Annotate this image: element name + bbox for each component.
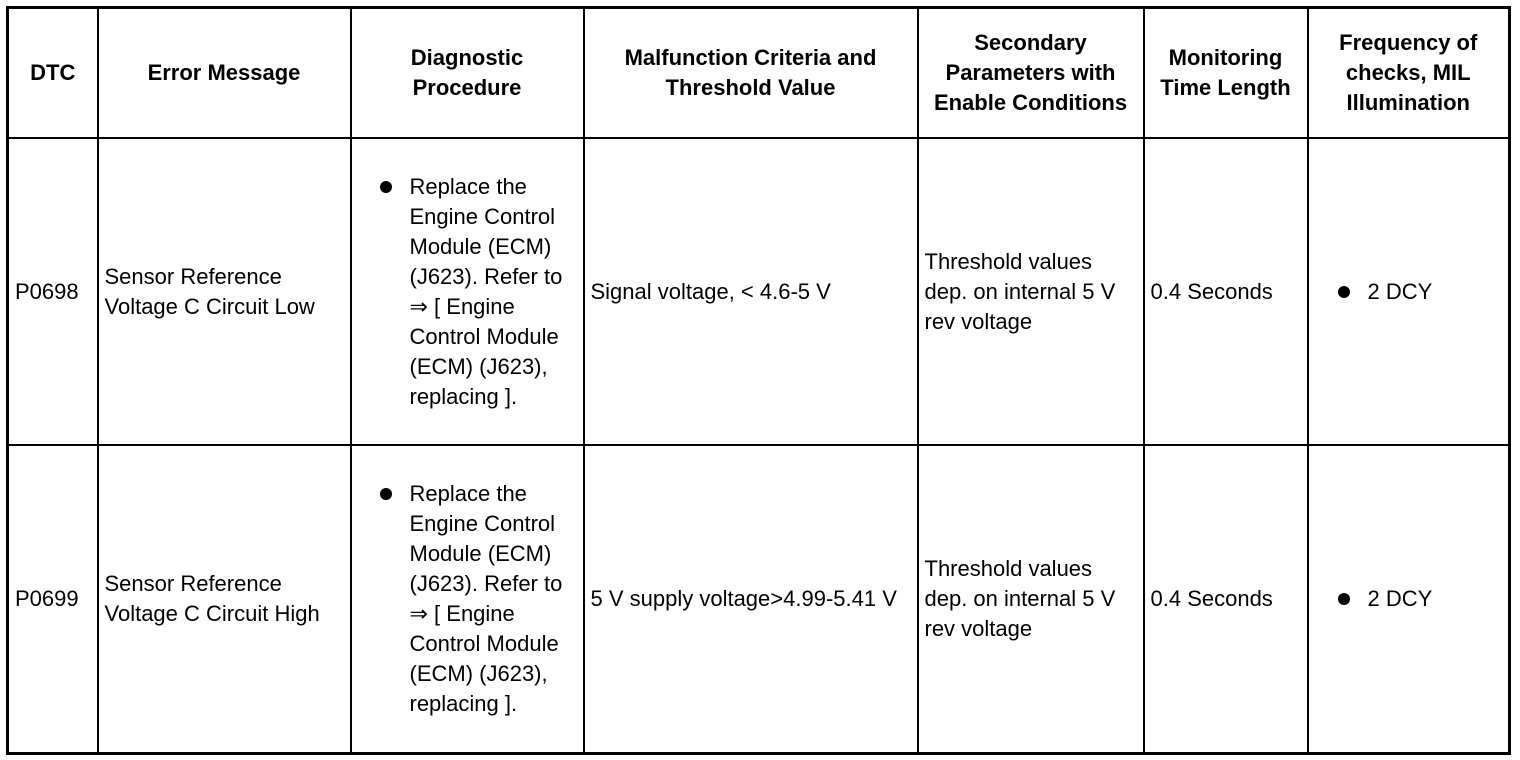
- frequency-mil: [1308, 138, 1510, 445]
- header-error-message: Error Message: [98, 8, 351, 139]
- procedure-item: [358, 479, 577, 719]
- frequency-text: 2 DCY: [1367, 586, 1433, 612]
- malfunction-criteria: 5 V supply voltage>4.99-5.41 V: [584, 445, 918, 753]
- header-row: [8, 8, 1510, 139]
- diagnostic-procedure: [351, 138, 584, 445]
- header-dtc: DTC: [8, 8, 98, 139]
- dtc-table: [6, 6, 1511, 755]
- monitoring-time: 0.4 Seconds: [1144, 445, 1308, 753]
- diagnostic-procedure: [351, 445, 584, 753]
- error-message: Sensor Reference Voltage C Circuit Low: [98, 138, 351, 445]
- dtc-code: P0698: [8, 138, 98, 445]
- table-row: [8, 138, 1510, 445]
- bullet-icon: [380, 181, 392, 193]
- frequency-item: [1315, 584, 1503, 614]
- table-row: [8, 445, 1510, 753]
- header-monitoring-time: Monitoring Time Length: [1144, 8, 1308, 139]
- header-malfunction-criteria: Malfunction Criteria and Threshold Value: [584, 8, 918, 139]
- bullet-icon: [380, 488, 392, 500]
- error-message: Sensor Reference Voltage C Circuit High: [98, 445, 351, 753]
- header-frequency: Frequency of checks, MIL Illumination: [1308, 8, 1510, 139]
- secondary-parameters: Threshold values dep. on internal 5 V rev voltage: [918, 138, 1144, 445]
- procedure-list: [358, 172, 577, 412]
- frequency-list: [1315, 277, 1503, 307]
- frequency-list: [1315, 584, 1503, 614]
- dtc-code: P0699: [8, 445, 98, 753]
- procedure-text: Replace the Engine Control Module (ECM) (J623). Refer to ⇒ [ Engine Control Module (ECM) (J623), replacing ].: [409, 481, 563, 717]
- header-secondary-parameters: Secondary Parameters with Enable Conditions: [918, 8, 1144, 139]
- bullet-icon: [1338, 286, 1350, 298]
- frequency-text: 2 DCY: [1367, 278, 1433, 304]
- procedure-list: [358, 479, 577, 719]
- monitoring-time: 0.4 Seconds: [1144, 138, 1308, 445]
- frequency-mil: [1308, 445, 1510, 753]
- header-diagnostic-procedure: Diagnostic Procedure: [351, 8, 584, 139]
- frequency-item: [1315, 277, 1503, 307]
- procedure-item: [358, 172, 577, 412]
- malfunction-criteria: Signal voltage, < 4.6-5 V: [584, 138, 918, 445]
- secondary-parameters: Threshold values dep. on internal 5 V rev voltage: [918, 445, 1144, 753]
- bullet-icon: [1338, 593, 1350, 605]
- procedure-text: Replace the Engine Control Module (ECM) (J623). Refer to ⇒ [ Engine Control Module (ECM) (J623), replacing ].: [409, 173, 563, 409]
